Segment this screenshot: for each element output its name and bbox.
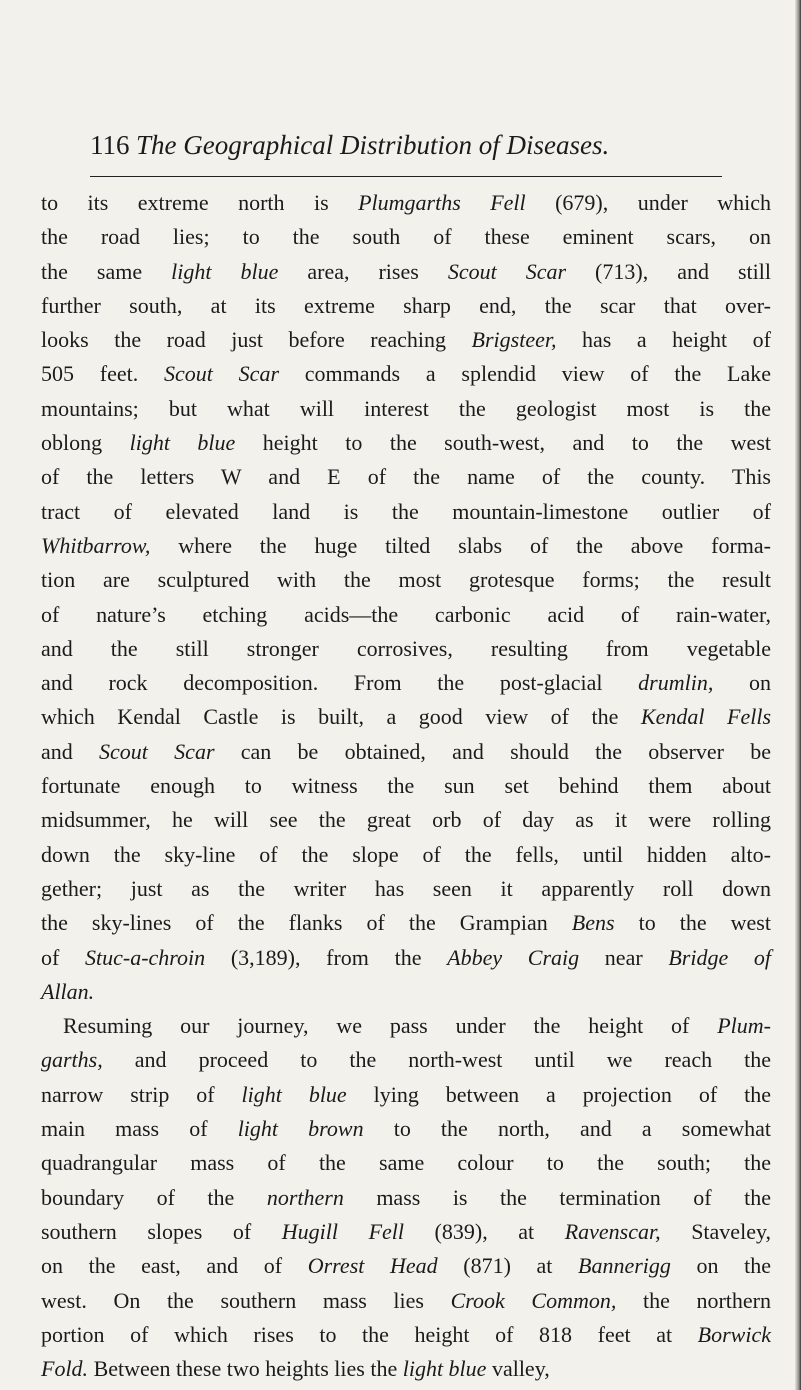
text-run: of: [41, 944, 85, 970]
running-title: The Geographical Distribution of Diseases.: [136, 130, 610, 160]
text-run: quadrangular mass of the same colour to the south; the: [41, 1150, 771, 1176]
page-header: [90, 120, 722, 177]
text-run: and rock decomposition. From the post-glacial: [41, 670, 639, 696]
text-run: further south, at its extreme sharp end, the scar that over-: [41, 292, 771, 318]
text-line: [41, 357, 771, 391]
text-run: and the still stronger corrosives, resulting from vegetable: [41, 635, 771, 661]
italic-text: Allan.: [41, 978, 95, 1004]
text-line: [41, 323, 771, 357]
text-run: and proceed to the north-west until we reach the: [102, 1047, 771, 1073]
text-line: [41, 460, 771, 494]
text-run: on the: [670, 1253, 772, 1279]
text-run: the road lies; to the south of these eminent scars, on: [41, 224, 771, 250]
text-run: (871) at: [437, 1253, 579, 1279]
text-line: [41, 666, 771, 700]
text-run: mountains; but what will interest the geologist most is the: [41, 395, 771, 421]
italic-text: Crook Common,: [450, 1287, 617, 1313]
text-line: [41, 1215, 771, 1249]
italic-text: garths,: [41, 1047, 103, 1073]
text-line: [41, 495, 771, 529]
italic-text: Bridge of: [668, 944, 772, 970]
text-run: midsummer, he will see the great orb of day as it were rolling: [41, 807, 771, 833]
italic-text: Ravenscar,: [564, 1218, 661, 1244]
text-line: [41, 255, 771, 289]
text-line: [41, 1078, 771, 1112]
text-run: area, rises: [278, 258, 448, 284]
text-run: near: [579, 944, 669, 970]
text-line: [41, 1249, 771, 1283]
italic-text: Brigsteer,: [471, 327, 557, 353]
italic-text: Bannerigg: [578, 1253, 671, 1279]
text-line: [41, 1352, 771, 1386]
italic-text: light blue: [171, 258, 279, 284]
text-run: boundary of the: [41, 1184, 267, 1210]
italic-text: Fold.: [41, 1356, 89, 1382]
italic-text: Kendal Fells: [640, 704, 772, 730]
italic-text: light brown: [237, 1116, 364, 1142]
text-run: commands a splendid view of the Lake: [279, 361, 772, 387]
text-line: [41, 1009, 771, 1043]
text-run: which Kendal Castle is built, a good view of the: [41, 704, 641, 730]
text-run: where the huge tilted slabs of the above forma-: [150, 532, 771, 558]
text-run: the sky-lines of the flanks of the Grampian: [41, 910, 572, 936]
text-line: [41, 1284, 771, 1318]
text-run: gether; just as the writer has seen it apparently roll down: [41, 875, 771, 901]
text-line: [41, 529, 771, 563]
italic-text: Borwick: [697, 1321, 771, 1347]
body-text: [41, 186, 771, 1386]
text-run: southern slopes of: [41, 1218, 282, 1244]
text-run: tract of elevated land is the mountain-limestone outlier of: [41, 498, 771, 524]
text-line: [41, 1043, 771, 1077]
italic-text: Stuc-a-chroin: [85, 944, 206, 970]
italic-text: Scout Scar: [99, 738, 215, 764]
text-run: of the letters W and E of the name of the county. This: [41, 464, 771, 490]
text-line: [41, 769, 771, 803]
italic-text: Orrest Head: [307, 1253, 438, 1279]
text-line: [41, 1181, 771, 1215]
italic-text: light blue: [241, 1081, 347, 1107]
text-run: tion are sculptured with the most grotesque forms; the result: [41, 567, 771, 593]
text-run: on: [713, 670, 772, 696]
text-run: Resuming our journey, we pass under the height of: [63, 1013, 718, 1039]
text-line: [41, 632, 771, 666]
text-run: (3,189), from the: [205, 944, 448, 970]
italic-text: drumlin,: [638, 670, 714, 696]
text-line: [41, 1318, 771, 1352]
text-line: [41, 1146, 771, 1180]
text-line: [41, 392, 771, 426]
text-line: [41, 803, 771, 837]
text-line: [41, 735, 771, 769]
italic-text: northern: [266, 1184, 344, 1210]
text-run: Staveley,: [660, 1218, 772, 1244]
text-run: (713), and still: [566, 258, 772, 284]
italic-text: Bens: [571, 910, 615, 936]
text-run: of nature’s etching acids—the carbonic acid of rain-water,: [41, 601, 771, 627]
text-run: 505 feet.: [41, 361, 165, 387]
text-line: [41, 975, 771, 1009]
italic-text: Scout Scar: [447, 258, 567, 284]
text-run: mass is the termination of the: [343, 1184, 772, 1210]
text-line: [41, 1112, 771, 1146]
text-run: to the north, and a somewhat: [363, 1116, 771, 1142]
text-line: [41, 289, 771, 323]
text-run: portion of which rises to the height of 818 feet at: [41, 1321, 698, 1347]
text-line: [41, 426, 771, 460]
text-run: looks the road just before reaching: [41, 327, 472, 353]
text-run: oblong: [41, 430, 130, 456]
text-run: down the sky-line of the slope of the fells, until hidden alto-: [41, 841, 771, 867]
italic-text: Hugill Fell: [281, 1218, 404, 1244]
text-line: [41, 220, 771, 254]
text-run: Between these two heights lies the: [88, 1356, 403, 1382]
italic-text: Scout Scar: [164, 361, 280, 387]
text-run: the same: [41, 258, 172, 284]
text-run: (839), at: [404, 1218, 565, 1244]
text-run: (679), under which: [525, 190, 772, 215]
text-line: [41, 838, 771, 872]
text-run: to the west: [614, 910, 771, 936]
text-run: and: [41, 738, 100, 764]
italic-text: Whitbarrow,: [41, 532, 151, 558]
text-run: valley,: [486, 1356, 550, 1382]
text-run: lying between a projection of the: [346, 1081, 771, 1107]
text-line: [41, 906, 771, 940]
text-run: on the east, and of: [41, 1253, 308, 1279]
page-number: 116: [90, 130, 130, 160]
text-run: main mass of: [41, 1116, 238, 1142]
italic-text: Plum-: [717, 1013, 771, 1039]
text-line: [41, 700, 771, 734]
page-edge-shadow: [795, 0, 801, 1390]
text-line: [41, 598, 771, 632]
italic-text: Abbey Craig: [447, 944, 580, 970]
text-run: narrow strip of: [41, 1081, 242, 1107]
text-line: [41, 941, 771, 975]
text-run: west. On the southern mass lies: [41, 1287, 451, 1313]
italic-text: light blue: [402, 1356, 487, 1382]
text-run: has a height of: [556, 327, 772, 353]
italic-text: Plumgarths Fell: [358, 190, 526, 215]
text-line: [41, 872, 771, 906]
text-line: [41, 563, 771, 597]
text-run: fortunate enough to witness the sun set behind them about: [41, 773, 771, 799]
text-run: height to the south-west, and to the west: [235, 430, 771, 456]
text-run: can be obtained, and should the observer be: [214, 738, 771, 764]
text-run: to its extreme north is: [41, 190, 359, 215]
text-line: [41, 186, 771, 220]
italic-text: light blue: [129, 430, 236, 456]
text-run: the northern: [616, 1287, 771, 1313]
